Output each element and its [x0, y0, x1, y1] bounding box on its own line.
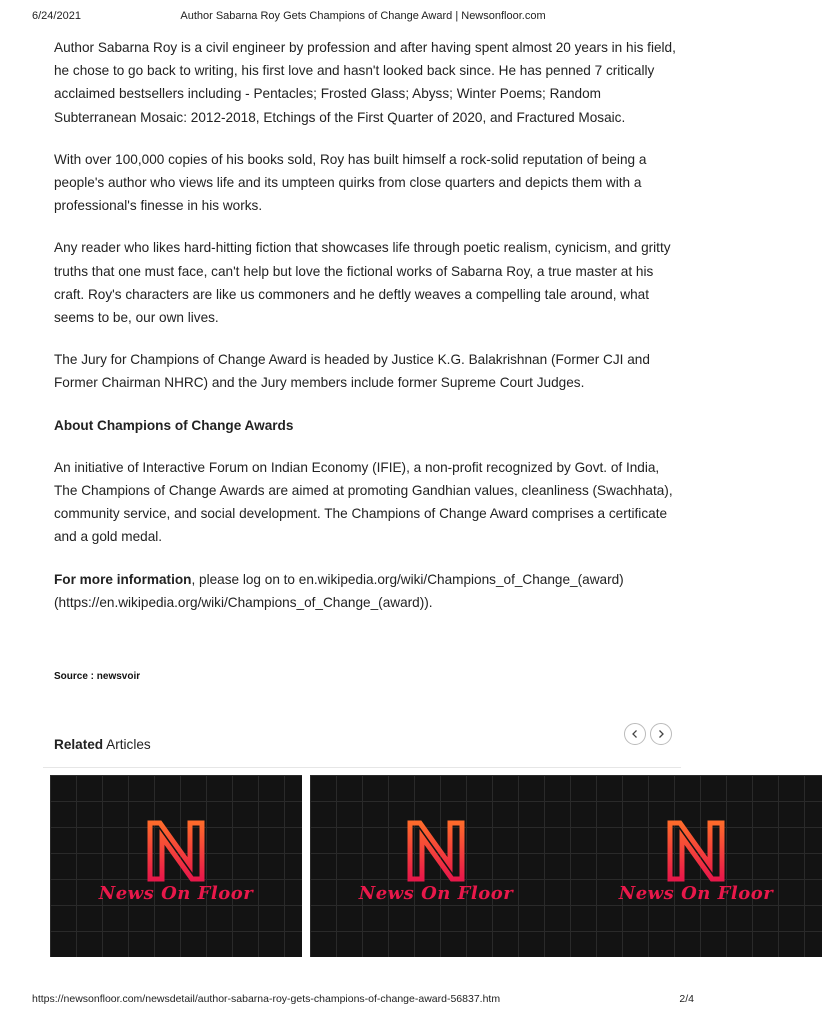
section-divider: [43, 767, 681, 768]
card-logo-text: News On Floor: [618, 883, 774, 904]
related-article-card[interactable]: [570, 775, 822, 957]
source-credit: Source : newsvoir: [54, 671, 141, 682]
about-paragraph: An initiative of Interactive Forum on Indian Economy (IFIE), a non-profit recognized by Govt. of India, The Champions of Change Awards are aimed at promoting Gandhian values, cleanliness (Swachhata), community service, and social development. The Champions of Change Award comprises a certificate and a gold medal.: [54, 459, 673, 545]
article-paragraph: Author Sabarna Roy is a civil engineer by profession and after having spent almost 20 years in his field, he chose to go back to writing, his first love and hasn't looked back since. He has penned 7 critically acclaimed bestsellers including - Pentacles; Frosted Glass; Abyss; Winter Poems; Random Subterranean Mosaic: 2012-2018, Etchings of the First Quarter of 2020, and Fractured Mosaic.: [54, 40, 676, 125]
more-info-paragraph: [54, 568, 679, 614]
related-article-card[interactable]: [50, 775, 302, 957]
carousel-prev-button[interactable]: [624, 723, 646, 745]
chevron-right-icon: [656, 729, 666, 739]
print-page-title: Author Sabarna Roy Gets Champions of Change Award | Newsonfloor.com: [180, 10, 546, 22]
print-date: 6/24/2021: [32, 10, 81, 22]
chevron-left-icon: [630, 729, 640, 739]
print-footer: [32, 993, 694, 1009]
article-paragraph: The Jury for Champions of Change Award is headed by Justice K.G. Balakrishnan (Former CJI and Former Chairman NHRC) and the Jury members include former Supreme Court Judges.: [54, 352, 650, 391]
print-page-number: 2/4: [679, 993, 694, 1005]
about-heading: About Champions of Change Awards: [54, 417, 294, 433]
card-logo-text: News On Floor: [98, 883, 254, 904]
newsonfloor-logo-icon: [666, 819, 726, 881]
article-body: [54, 36, 679, 633]
article-paragraph: Any reader who likes hard-hitting fiction that showcases life through poetic realism, cynicism, and gritty truths that one must face, can't help but love the fictional works of Sabarna Roy, a true master at his craft. Roy's characters are like us commoners and he deftly weaves a compelling tale around, what seems to be, our own lives.: [54, 240, 671, 326]
related-articles-carousel: [50, 775, 774, 958]
related-heading-bold: Related: [54, 737, 104, 752]
newsonfloor-logo-icon: [406, 819, 466, 881]
newsonfloor-logo-icon: [146, 819, 206, 881]
more-info-link-text[interactable]: , please log on to en.wikipedia.org/wiki/Champions_of_Change_(award) (https://en.wikipedia.org/wiki/Champions_of_Change_(award)).: [54, 571, 624, 610]
related-heading-rest: Articles: [103, 737, 151, 752]
carousel-next-button[interactable]: [650, 723, 672, 745]
article-paragraph: With over 100,000 copies of his books sold, Roy has built himself a rock-solid reputation of being a people's author who views life and its umpteen quirks from close quarters and depicts them with a professional's finesse in his works.: [54, 151, 647, 214]
more-info-label: For more information: [54, 571, 192, 587]
print-url: https://newsonfloor.com/newsdetail/author-sabarna-roy-gets-champions-of-change-award-56837.htm: [32, 993, 501, 1005]
print-header: [32, 10, 694, 26]
related-articles-heading: [54, 737, 151, 752]
card-logo-text: News On Floor: [358, 883, 514, 904]
